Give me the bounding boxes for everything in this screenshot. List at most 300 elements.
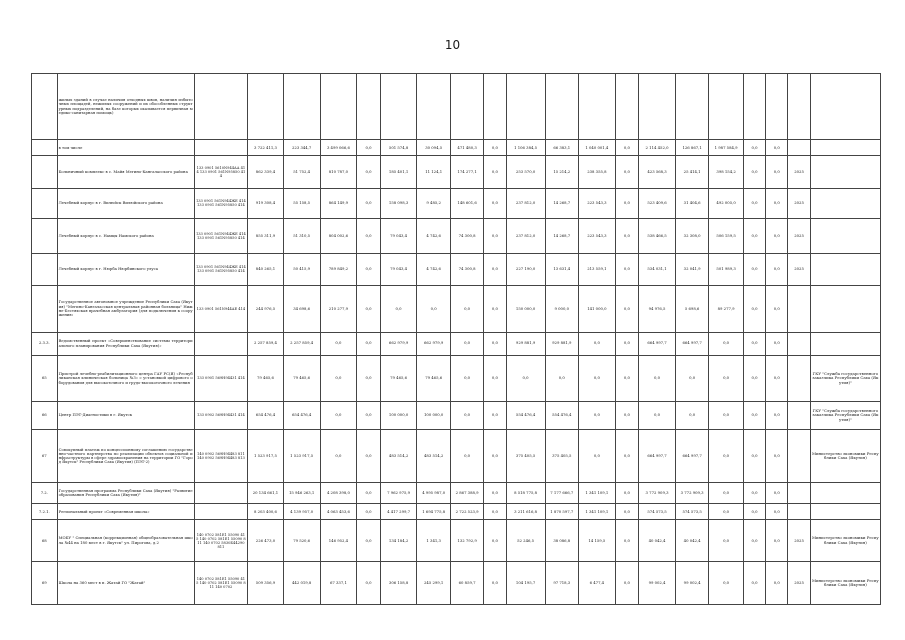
table-row [32, 253, 881, 285]
value-cell: 509 356,9 [248, 562, 284, 605]
value-cell: 501 574,8 [380, 140, 417, 156]
row-name-cell: Совокупный платеж по концессионному соглашению государственно-частного партнерства по реализации объектов социальной инфраструктуры в сфере здравоохранения на территории ГО "Город Якутск" Республики Саха (Якутия) (ПЭТ-2) [57, 429, 194, 482]
value-cell: 237 812,0 [506, 218, 545, 253]
row-name-cell: Лечебный корпус в г. Нюрба Нюрбинского улуса [57, 253, 194, 285]
value-cell: 15 946 263,1 [283, 483, 320, 504]
value-cell: 253 570,0 [506, 156, 545, 188]
value-cell: 1 523 917,5 [283, 429, 320, 482]
value-cell: 654 476,4 [283, 402, 320, 430]
value-cell: 66 383,1 [545, 140, 578, 156]
value-cell: 0,0 [357, 286, 380, 332]
value-cell: 1 106 384,5 [506, 140, 545, 156]
value-cell: 0,0 [357, 332, 380, 355]
value-cell: 0,0 [766, 140, 788, 156]
value-cell: 0,0 [578, 402, 615, 430]
value-cell [578, 74, 615, 140]
value-cell: 423 568,3 [639, 156, 676, 188]
value-cell: 2 257 859,4 [248, 332, 284, 355]
value-cell: 0,0 [615, 520, 638, 562]
row-name-cell: Государственная программа Республики Саха (Якутия) "Развитие образования Республики Саха (Якутия)" [57, 483, 194, 504]
row-number-cell: 7.2.1. [32, 504, 58, 520]
value-cell: 0,0 [766, 253, 788, 285]
value-cell: 0,0 [615, 429, 638, 482]
value-cell [357, 74, 380, 140]
value-cell: 664 997,7 [675, 429, 708, 482]
table-row [32, 483, 881, 504]
value-cell [283, 74, 320, 140]
value-cell: 60 859,7 [450, 562, 483, 605]
value-cell: 79 043,4 [380, 253, 417, 285]
value-cell: 0,0 [357, 218, 380, 253]
value-cell: 0,0 [709, 402, 744, 430]
value-cell: 0,0 [484, 156, 506, 188]
value-cell: 0,0 [766, 286, 788, 332]
budget-code-cell [194, 504, 247, 520]
table-row [32, 355, 881, 401]
budget-code-cell: 133 0901 561N944АЕ 414 [194, 286, 247, 332]
value-cell: 52 246,5 [506, 520, 545, 562]
value-cell: 25 414,1 [675, 156, 708, 188]
value-cell [484, 74, 506, 140]
row-number-cell: 2.3.3. [32, 332, 58, 355]
value-cell: 0,0 [766, 188, 788, 218]
value-cell: 0,0 [484, 520, 506, 562]
year-cell: 2025 [788, 218, 810, 253]
value-cell: 804 002,6 [320, 218, 357, 253]
value-cell: 0,0 [639, 355, 676, 401]
value-cell: 0,0 [675, 402, 708, 430]
year-cell [788, 429, 810, 482]
value-cell: 662 979,9 [417, 332, 450, 355]
value-cell: 134 184,2 [380, 520, 417, 562]
value-cell [320, 74, 357, 140]
value-cell: 4 995 987,0 [417, 483, 450, 504]
value-cell: 97 718,3 [545, 562, 578, 605]
value-cell: 99 002,4 [675, 562, 708, 605]
responsible-cell [810, 140, 880, 156]
value-cell: 0,0 [766, 402, 788, 430]
value-cell: 0,0 [615, 562, 638, 605]
row-name-cell: МОБУ " Специальная (коррекционная) общеобразовательная школа №44 на 180 мест в г. Якутск" ул. Пирогова, д.2 [57, 520, 194, 562]
row-name-cell: Пристрой лечебно-реабилитационного центра ГАУ РС(Я) «Республиканская клиническая больница №3» с установкой цифрового оборудования для высокоточного и грудо-высокоточного лечения [57, 355, 194, 401]
responsible-cell [810, 253, 880, 285]
value-cell: 0,0 [450, 402, 483, 430]
value-cell: 864 149,9 [320, 188, 357, 218]
budget-code-cell: 140 0702 581Е1 55090 415 140 0702 581Е1 55090 811 140 0702 5830Б44290 811 [194, 520, 247, 562]
value-cell: 0,0 [484, 483, 506, 504]
value-cell: 0,0 [615, 504, 638, 520]
value-cell: 0,0 [743, 355, 765, 401]
value-cell: 74 300,8 [450, 218, 483, 253]
value-cell: 141 000,0 [578, 286, 615, 332]
table-row [32, 402, 881, 430]
value-cell: 1 040 001,4 [578, 140, 615, 156]
value-cell: 0,0 [743, 504, 765, 520]
value-cell: 483 514,2 [417, 429, 450, 482]
row-number-cell: 68 [32, 520, 58, 562]
value-cell: 40 042,4 [675, 520, 708, 562]
value-cell: 9 000,0 [545, 286, 578, 332]
value-cell: 0,0 [615, 188, 638, 218]
value-cell: 79 465,6 [380, 355, 417, 401]
page-number: 10 [444, 38, 461, 52]
value-cell: 79 465,6 [417, 355, 450, 401]
value-cell: 919 308,4 [248, 188, 284, 218]
value-cell: 99 002,4 [639, 562, 676, 605]
budget-code-cell [194, 140, 247, 156]
value-cell [545, 74, 578, 140]
row-name-cell: Лечебный корпус в г. Вилюйск Вилюйского района [57, 188, 194, 218]
value-cell: 13 631,4 [545, 253, 578, 285]
value-cell [417, 74, 450, 140]
value-cell: 0,0 [766, 218, 788, 253]
value-cell: 94 976,5 [639, 286, 676, 332]
value-cell: 0,0 [320, 332, 357, 355]
value-cell: 855 311,9 [248, 218, 284, 253]
value-cell: 51 310,5 [283, 218, 320, 253]
row-name-cell: Лечебный корпус в с. Намцы Намского района [57, 218, 194, 253]
value-cell: 0,0 [743, 218, 765, 253]
table-row [32, 140, 881, 156]
responsible-cell [810, 483, 880, 504]
value-cell: 0,0 [709, 520, 744, 562]
value-cell: 0,0 [615, 355, 638, 401]
value-cell: 574 573,5 [639, 504, 676, 520]
row-number-cell [32, 218, 58, 253]
value-cell: 0,0 [766, 156, 788, 188]
value-cell: 0,0 [357, 156, 380, 188]
value-cell: 538 466,5 [639, 218, 676, 253]
responsible-cell [810, 332, 880, 355]
value-cell: 0,0 [484, 504, 506, 520]
value-cell: 15 214,2 [545, 156, 578, 188]
value-cell: 0,0 [615, 483, 638, 504]
value-cell: 0,0 [450, 429, 483, 482]
value-cell [639, 74, 676, 140]
row-number-cell [32, 253, 58, 285]
year-cell [788, 483, 810, 504]
value-cell: 14 268,7 [545, 218, 578, 253]
year-cell: 2025 [788, 253, 810, 285]
value-cell: 2 257 859,4 [283, 332, 320, 355]
value-cell: 0,0 [417, 286, 450, 332]
value-cell: 79 520,6 [283, 520, 320, 562]
value-cell: 662 979,9 [380, 332, 417, 355]
value-cell: 0,0 [506, 355, 545, 401]
value-cell: 0,0 [615, 253, 638, 285]
value-cell: 14 268,7 [545, 188, 578, 218]
value-cell: 31 404,6 [675, 188, 708, 218]
responsible-cell [810, 188, 880, 218]
value-cell: 8 203 400,6 [248, 504, 284, 520]
budget-table [31, 73, 881, 605]
value-cell: 0,0 [709, 483, 744, 504]
value-cell: 223 344,7 [283, 140, 320, 156]
value-cell: 3 722 411,3 [248, 140, 284, 156]
value-cell: 0,0 [545, 355, 578, 401]
value-cell: 840 265,1 [248, 253, 284, 285]
value-cell: 51 752,4 [283, 156, 320, 188]
budget-code-cell [194, 74, 247, 140]
value-cell: 9 485,2 [417, 188, 450, 218]
value-cell: 2 722 523,9 [450, 504, 483, 520]
value-cell: 5 698,6 [675, 286, 708, 332]
value-cell: 7 962 975,9 [380, 483, 417, 504]
table-row [32, 332, 881, 355]
value-cell: 4 417 299,7 [380, 504, 417, 520]
row-name-cell: Региональный проект «Современная школа» [57, 504, 194, 520]
value-cell: 0,0 [357, 520, 380, 562]
value-cell: 810 787,0 [320, 156, 357, 188]
year-cell [788, 286, 810, 332]
value-cell: 213 559,1 [578, 253, 615, 285]
value-cell: 158 098,3 [380, 188, 417, 218]
value-cell: 126 867,1 [675, 140, 708, 156]
row-number-cell [32, 188, 58, 218]
row-number-cell [32, 156, 58, 188]
value-cell [743, 74, 765, 140]
value-cell: 210 277,9 [320, 286, 357, 332]
value-cell: 38 086,8 [545, 520, 578, 562]
value-cell: 14 159,5 [578, 520, 615, 562]
value-cell: 0,0 [766, 504, 788, 520]
responsible-cell [810, 218, 880, 253]
value-cell: 1 341 109,1 [578, 483, 615, 504]
value-cell: 0,0 [484, 355, 506, 401]
value-cell: 0,0 [743, 429, 765, 482]
value-cell: 0,0 [766, 429, 788, 482]
value-cell: 0,0 [743, 286, 765, 332]
value-cell: 4 139 957,0 [283, 504, 320, 520]
value-cell: 0,0 [766, 483, 788, 504]
value-cell: 654 476,4 [248, 402, 284, 430]
responsible-cell: Министерство экономики Республики Саха (Якутия) [810, 520, 880, 562]
value-cell: 1 694 775,8 [417, 504, 450, 520]
value-cell: 74 300,8 [450, 253, 483, 285]
value-cell: 0,0 [484, 429, 506, 482]
table-row [32, 520, 881, 562]
budget-code-cell [194, 483, 247, 504]
year-cell [788, 402, 810, 430]
value-cell: 150 000,0 [506, 286, 545, 332]
value-cell: 0,0 [615, 140, 638, 156]
value-cell: 0,0 [357, 355, 380, 401]
responsible-cell [810, 286, 880, 332]
table-row [32, 504, 881, 520]
value-cell: 375 405,5 [545, 429, 578, 482]
value-cell: 0,0 [675, 355, 708, 401]
value-cell: 20 134 661,1 [248, 483, 284, 504]
value-cell: 0,0 [743, 402, 765, 430]
value-cell: 223 543,3 [578, 188, 615, 218]
value-cell: 0,0 [709, 355, 744, 401]
value-cell: 4 742,6 [417, 253, 450, 285]
value-cell: 0,0 [357, 429, 380, 482]
value-cell: 0,0 [484, 332, 506, 355]
row-name-cell: Больничный комплекс в с. Майя Мегино-Кангаласского района [57, 156, 194, 188]
value-cell: 40 042,4 [639, 520, 676, 562]
value-cell: 3 211 616,8 [506, 504, 545, 520]
value-cell: 0,0 [484, 286, 506, 332]
year-cell [788, 332, 810, 355]
row-number-cell [32, 286, 58, 332]
value-cell: 664 997,7 [639, 429, 676, 482]
value-cell: 238 355,8 [578, 156, 615, 188]
responsible-cell [810, 74, 880, 140]
value-cell: 0,0 [380, 286, 417, 332]
year-cell: 2025 [788, 188, 810, 218]
value-cell: 0,0 [709, 562, 744, 605]
value-cell: 0,0 [766, 520, 788, 562]
responsible-cell: ГКУ "Служба государственного заказчика Республики Саха (Якутия)" [810, 355, 880, 401]
budget-code-cell: 133 0901 561N944ЖЕ 414 133 0901 561N95850 414 [194, 218, 247, 253]
value-cell: 245 299,1 [417, 562, 450, 605]
table-row [32, 286, 881, 332]
value-cell: 0,0 [766, 332, 788, 355]
value-cell: 0,0 [743, 562, 765, 605]
value-cell: 492 005,0 [709, 188, 744, 218]
year-cell [788, 74, 810, 140]
value-cell: 1 341 109,1 [578, 504, 615, 520]
year-cell: 2025 [788, 562, 810, 605]
value-cell: 0,0 [743, 483, 765, 504]
value-cell [709, 74, 744, 140]
value-cell: 237 812,0 [506, 188, 545, 218]
row-number-cell [32, 74, 58, 140]
value-cell: 0,0 [484, 253, 506, 285]
value-cell: 0,0 [743, 140, 765, 156]
value-cell: 67 337,1 [320, 562, 357, 605]
table-row [32, 74, 881, 140]
value-cell: 1 341,3 [417, 520, 450, 562]
value-cell: 55 158,5 [283, 188, 320, 218]
value-cell: 0,0 [450, 332, 483, 355]
value-cell: 6 477,4 [578, 562, 615, 605]
value-cell [248, 74, 284, 140]
row-number-cell [32, 140, 58, 156]
row-name-cell: Ведомственный проект «Совершенствование системы территориального планирования Республики Саха (Якутия)» [57, 332, 194, 355]
responsible-cell [810, 504, 880, 520]
value-cell: 227 190,0 [506, 253, 545, 285]
value-cell: 0,0 [450, 355, 483, 401]
value-cell: 1 523 917,5 [248, 429, 284, 482]
row-number-cell: 67 [32, 429, 58, 482]
value-cell: 398 154,2 [709, 156, 744, 188]
value-cell [766, 74, 788, 140]
year-cell [788, 140, 810, 156]
value-cell: 0,0 [320, 355, 357, 401]
year-cell: 2025 [788, 520, 810, 562]
value-cell: 0,0 [709, 332, 744, 355]
value-cell: 0,0 [357, 188, 380, 218]
value-cell: 0,0 [357, 562, 380, 605]
row-name-cell: в том числе [57, 140, 194, 156]
value-cell: 506 159,5 [709, 218, 744, 253]
value-cell: 2 114 452,0 [639, 140, 676, 156]
value-cell: 0,0 [320, 402, 357, 430]
value-cell: 523 409,6 [639, 188, 676, 218]
value-cell: 929 881,9 [506, 332, 545, 355]
value-cell: 8 518 775,8 [506, 483, 545, 504]
value-cell [615, 74, 638, 140]
value-cell: 0,0 [578, 429, 615, 482]
value-cell: 4 208 398,0 [320, 483, 357, 504]
budget-code-cell: 133 0901 569Н94431 414 [194, 355, 247, 401]
table-row [32, 156, 881, 188]
value-cell [450, 74, 483, 140]
value-cell [380, 74, 417, 140]
value-cell: 862 339,4 [248, 156, 284, 188]
value-cell: 185 401,1 [380, 156, 417, 188]
value-cell: 7 177 666,7 [545, 483, 578, 504]
responsible-cell [810, 156, 880, 188]
value-cell: 0,0 [450, 286, 483, 332]
year-cell [788, 355, 810, 401]
value-cell: 11 124,1 [417, 156, 450, 188]
value-cell: 0,0 [484, 188, 506, 218]
value-cell: 0,0 [484, 402, 506, 430]
value-cell: 0,0 [743, 253, 765, 285]
value-cell: 0,0 [615, 332, 638, 355]
value-cell: 3 772 909,3 [639, 483, 676, 504]
value-cell: 4 063 453,6 [320, 504, 357, 520]
value-cell: 483 514,2 [380, 429, 417, 482]
value-cell: 3 499 066,6 [320, 140, 357, 156]
year-cell: 2025 [788, 156, 810, 188]
value-cell: 0,0 [357, 402, 380, 430]
value-cell: 0,0 [743, 156, 765, 188]
responsible-cell: Министерство экономики Республики Саха (Якутия) [810, 562, 880, 605]
value-cell: 0,0 [357, 253, 380, 285]
value-cell: 0,0 [615, 156, 638, 188]
value-cell: 0,0 [743, 520, 765, 562]
value-cell: 34 698,6 [283, 286, 320, 332]
budget-code-cell [194, 332, 247, 355]
value-cell: 132 792,9 [450, 520, 483, 562]
value-cell: 79 043,4 [380, 218, 417, 253]
value-cell: 1 987 584,9 [709, 140, 744, 156]
budget-code-cell: 133 0902 569Н94431 414 [194, 402, 247, 430]
value-cell: 100 000,0 [380, 402, 417, 430]
value-cell: 0,0 [320, 429, 357, 482]
value-cell: 306 158,8 [380, 562, 417, 605]
value-cell: 0,0 [357, 140, 380, 156]
value-cell: 2 867 388,9 [450, 483, 483, 504]
value-cell: 89 277,9 [709, 286, 744, 332]
budget-code-cell: 133 0901 561N944ЖЕ 414 133 0901 561N95850 414 [194, 188, 247, 218]
value-cell: 1 870 597,7 [545, 504, 578, 520]
value-cell: 244 976,5 [248, 286, 284, 332]
value-cell: 30 094,5 [417, 140, 450, 156]
table-row [32, 218, 881, 253]
value-cell: 0,0 [484, 562, 506, 605]
row-name-cell: жилых зданий в случае наличия отходных швов, наличия избыточных площадей, нежилых сооружений и их обособленных структурных подразделений, на базе которых оказывается первичная медико-санитарная помощь) [57, 74, 194, 140]
value-cell [506, 74, 545, 140]
value-cell: 0,0 [484, 140, 506, 156]
row-number-cell: 7.2. [32, 483, 58, 504]
value-cell: 226 473,0 [248, 520, 284, 562]
value-cell: 0,0 [743, 332, 765, 355]
value-cell: 0,0 [639, 402, 676, 430]
row-name-cell: Центр ПЭТ-Диагностики в г. Якутск [57, 402, 194, 430]
value-cell [675, 74, 708, 140]
value-cell: 0,0 [743, 188, 765, 218]
value-cell: 32 308,0 [675, 218, 708, 253]
value-cell: 929 881,9 [545, 332, 578, 355]
value-cell: 146 952,4 [320, 520, 357, 562]
responsible-cell: Министерство экономики Республики Саха (Якутия) [810, 429, 880, 482]
value-cell: 174 277,1 [450, 156, 483, 188]
